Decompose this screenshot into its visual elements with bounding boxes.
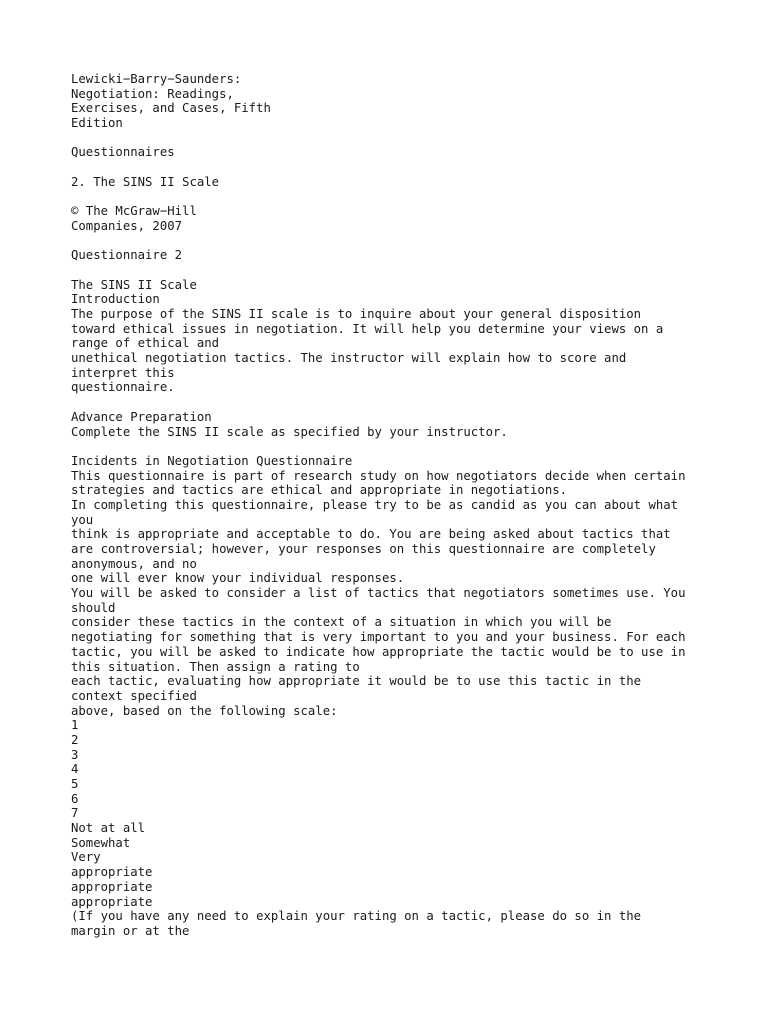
questionnaire-label: Questionnaire 2 bbox=[71, 248, 183, 263]
incidents-line: In completing this questionnaire, please try to be as candid as you can about what bbox=[71, 497, 679, 512]
scale-number: 2 bbox=[71, 732, 79, 747]
scale-number: 3 bbox=[71, 747, 79, 762]
intro-line: unethical negotiation tactics. The instructor will explain how to score and bbox=[71, 351, 627, 366]
prep-heading: Advance Preparation bbox=[71, 409, 212, 424]
scale-number: 7 bbox=[71, 806, 79, 821]
closing-line: margin or at the bbox=[71, 923, 190, 938]
document-page bbox=[71, 72, 731, 939]
incidents-line: should bbox=[71, 600, 116, 615]
header-line: Edition bbox=[71, 116, 123, 131]
incidents-line: This questionnaire is part of research study on how negotiators decide when certain bbox=[71, 468, 686, 483]
spacer bbox=[71, 439, 731, 454]
incidents-line: strategies and tactics are ethical and appropriate in negotiations. bbox=[71, 483, 568, 498]
scale-label: Somewhat bbox=[71, 835, 131, 850]
intro-line: interpret this bbox=[71, 365, 175, 380]
part-title: Questionnaires bbox=[71, 145, 175, 160]
intro-paragraph bbox=[71, 307, 731, 395]
copyright-line: Companies, 2007 bbox=[71, 218, 183, 233]
spacer bbox=[71, 395, 731, 410]
intro-line: toward ethical issues in negotiation. It will help you determine your views on a bbox=[71, 321, 664, 336]
incidents-line: negotiating for something that is very important to you and your business. For each bbox=[71, 630, 686, 645]
header-line: Lewicki−Barry−Saunders: bbox=[71, 72, 242, 86]
spacer bbox=[71, 160, 731, 175]
scale-label: appropriate bbox=[71, 879, 153, 894]
incidents-line: you bbox=[71, 512, 94, 527]
scale-label: Not at all bbox=[71, 821, 146, 836]
incidents-line: this situation. Then assign a rating to bbox=[71, 659, 360, 674]
intro-line: The purpose of the SINS II scale is to inquire about your general disposition bbox=[71, 307, 642, 321]
incidents-line: each tactic, evaluating how appropriate it would be to use this tactic in the bbox=[71, 674, 642, 689]
spacer bbox=[71, 190, 731, 205]
copyright-notice bbox=[71, 204, 731, 233]
incidents-paragraph bbox=[71, 469, 731, 719]
scale-number: 6 bbox=[71, 791, 79, 806]
intro-heading: Introduction bbox=[71, 292, 160, 307]
intro-line: questionnaire. bbox=[71, 380, 175, 395]
incidents-line: are controversial; however, your responses on this questionnaire are completely bbox=[71, 542, 656, 556]
incidents-line: consider these tactics in the context of a situation in which you will be bbox=[71, 615, 612, 630]
intro-line: range of ethical and bbox=[71, 336, 220, 351]
incidents-line: anonymous, and no bbox=[71, 556, 197, 571]
prep-text: Complete the SINS II scale as specified by your instructor. bbox=[71, 424, 508, 439]
header-line: Negotiation: Readings, bbox=[71, 86, 234, 101]
closing-paragraph bbox=[71, 909, 731, 938]
spacer bbox=[71, 234, 731, 249]
incidents-line: tactic, you will be asked to indicate how appropriate the tactic would be to use in bbox=[71, 644, 686, 659]
scale-number: 4 bbox=[71, 762, 79, 777]
incidents-line: above, based on the following scale: bbox=[71, 703, 338, 718]
copyright-line: © The McGraw−Hill bbox=[71, 204, 197, 219]
spacer bbox=[71, 131, 731, 146]
scale-label: Very bbox=[71, 850, 101, 865]
incidents-line: think is appropriate and acceptable to do. You are being asked about tactics that bbox=[71, 527, 671, 542]
scale-number: 1 bbox=[71, 718, 79, 733]
closing-line: (If you have any need to explain your rating on a tactic, please do so in the bbox=[71, 909, 642, 924]
scale-label: appropriate bbox=[71, 865, 153, 880]
book-header bbox=[71, 72, 731, 131]
incidents-heading: Incidents in Negotiation Questionnaire bbox=[71, 453, 353, 468]
incidents-line: context specified bbox=[71, 688, 197, 703]
rating-scale-numbers bbox=[71, 718, 731, 821]
incidents-line: You will be asked to consider a list of tactics that negotiators sometimes use. You bbox=[71, 586, 686, 601]
section-title: 2. The SINS II Scale bbox=[71, 174, 220, 189]
rating-scale-labels bbox=[71, 821, 731, 909]
scale-number: 5 bbox=[71, 777, 79, 791]
header-line: Exercises, and Cases, Fifth bbox=[71, 101, 271, 116]
scale-label: appropriate bbox=[71, 894, 153, 909]
spacer bbox=[71, 263, 731, 278]
body-title: The SINS II Scale bbox=[71, 277, 197, 292]
incidents-line: one will ever know your individual responses. bbox=[71, 571, 405, 586]
